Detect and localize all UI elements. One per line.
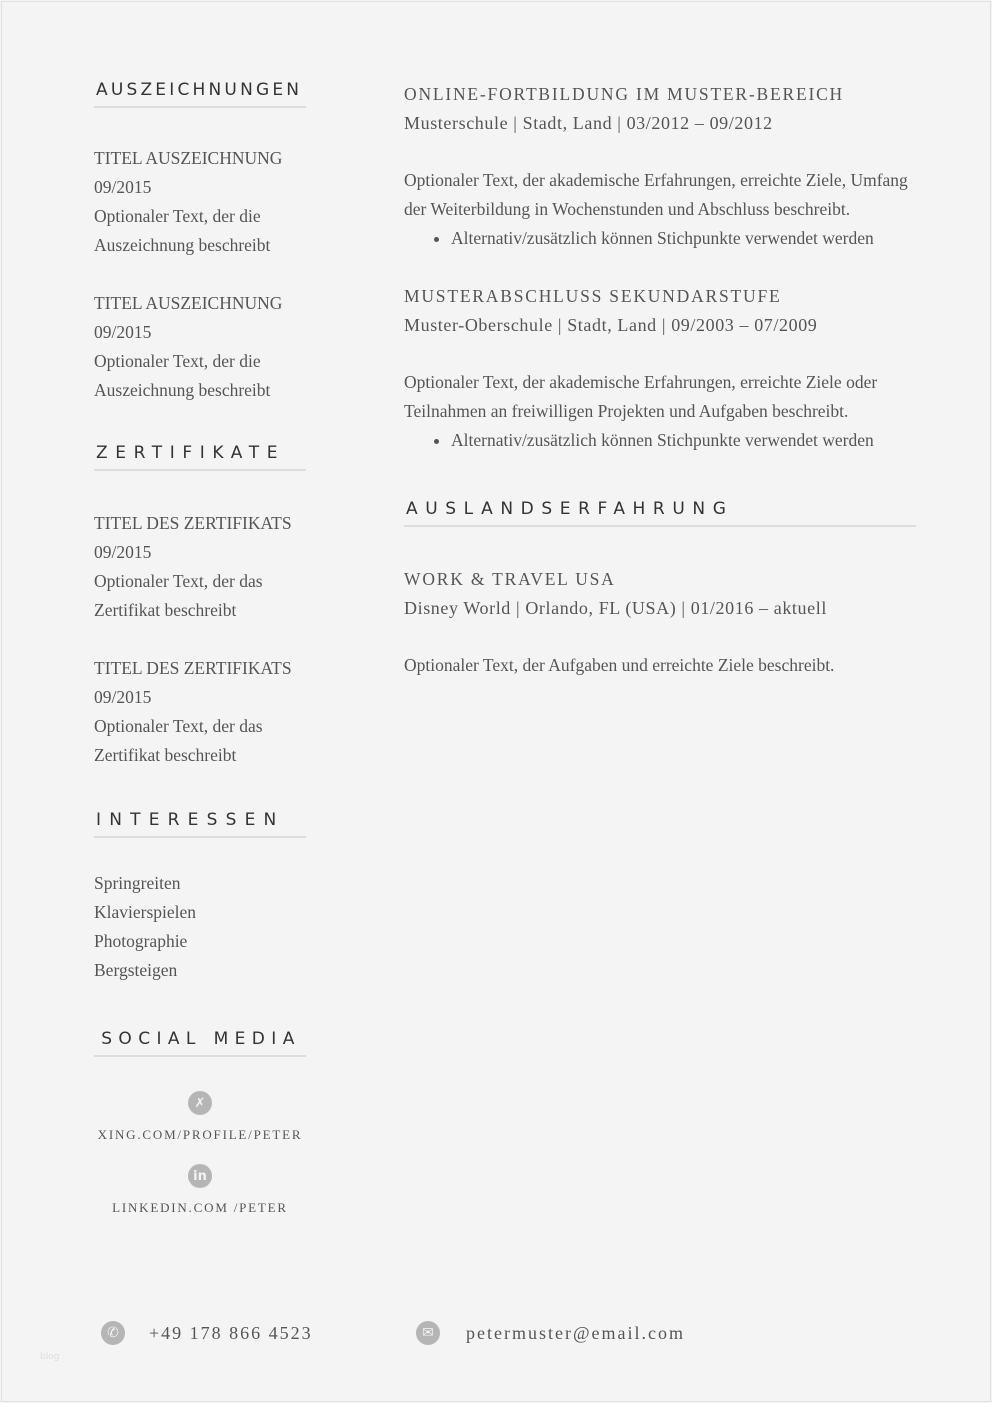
- interest-item: Klavierspielen: [94, 902, 197, 922]
- certificate-entry: [94, 509, 306, 625]
- education-bullet: • Alternativ/zusätzlich können Stichpunkte verwendet werden: [451, 426, 916, 455]
- education-section: [404, 80, 916, 455]
- education-entry: [404, 282, 916, 455]
- social-media-section: [94, 1029, 306, 1216]
- mail-icon: ✉: [416, 1321, 440, 1345]
- education-meta: Musterschule | Stadt, Land | 03/2012 – 09/2012: [404, 113, 773, 133]
- interests-list: [94, 869, 306, 985]
- linkedin-icon: in: [188, 1164, 212, 1188]
- award-desc: Auszeichnung beschreibt: [94, 235, 271, 255]
- abroad-desc: Optionaler Text, der Aufgaben und erreichte Ziele beschreibt.: [404, 655, 835, 675]
- left-column: [94, 80, 306, 1216]
- education-title: MUSTERABSCHLUSS SEKUNDARSTUFE: [404, 286, 782, 306]
- certificate-entry: [94, 654, 306, 770]
- social-link-xing[interactable]: [94, 1091, 306, 1143]
- interests-heading: INTERESSEN: [94, 810, 306, 838]
- xing-icon: ✗: [188, 1091, 212, 1115]
- award-desc: Optionaler Text, der die: [94, 351, 261, 371]
- phone-number[interactable]: +49 178 866 4523: [149, 1323, 313, 1343]
- award-title: TITEL AUSZEICHNUNG: [94, 293, 283, 313]
- certificate-desc: Zertifikat beschreibt: [94, 600, 237, 620]
- award-entry: [94, 144, 306, 260]
- award-date: 09/2015: [94, 322, 152, 342]
- interest-item: Bergsteigen: [94, 960, 178, 980]
- award-date: 09/2015: [94, 177, 152, 197]
- education-bullet: • Alternativ/zusätzlich können Stichpunkte verwendet werden: [451, 224, 916, 253]
- abroad-entry: [404, 565, 916, 680]
- abroad-meta: Disney World | Orlando, FL (USA) | 01/2016 – aktuell: [404, 598, 827, 618]
- abroad-section: [404, 499, 916, 680]
- education-desc-line: Optionaler Text, der akademische Erfahrungen, erreichte Ziele, Umfang: [404, 170, 908, 190]
- social-links: [94, 1091, 306, 1216]
- abroad-title: WORK & TRAVEL USA: [404, 569, 616, 589]
- phone-icon: ✆: [101, 1321, 125, 1345]
- watermark: blog: [40, 1352, 60, 1362]
- education-desc: [404, 368, 916, 426]
- award-desc: Auszeichnung beschreibt: [94, 380, 271, 400]
- xing-link-label[interactable]: XING.COM/PROFILE/PETER: [97, 1127, 303, 1142]
- interests-section: [94, 810, 306, 985]
- social-media-heading: SOCIAL MEDIA: [94, 1029, 306, 1057]
- education-entry: [404, 80, 916, 253]
- social-link-linkedin[interactable]: [94, 1164, 306, 1216]
- abroad-heading: AUSLANDSERFAHRUNG: [404, 499, 916, 527]
- email-address[interactable]: petermuster@email.com: [466, 1323, 686, 1343]
- certificates-section: [94, 443, 306, 770]
- certificates-heading: ZERTIFIKATE: [94, 443, 306, 471]
- certificate-title: TITEL DES ZERTIFIKATS: [94, 513, 292, 533]
- certificate-desc: Optionaler Text, der das: [94, 716, 263, 736]
- award-title: TITEL AUSZEICHNUNG: [94, 148, 283, 168]
- education-bullets: [404, 224, 916, 253]
- right-column: [404, 80, 916, 680]
- certificate-desc: Zertifikat beschreibt: [94, 745, 237, 765]
- education-title: ONLINE-FORTBILDUNG IM MUSTER-BEREICH: [404, 84, 844, 104]
- education-desc-line: der Weiterbildung in Wochenstunden und Abschluss beschreibt.: [404, 199, 851, 219]
- education-desc-line: Teilnahmen an freiwilligen Projekten und Aufgaben beschreibt.: [404, 401, 849, 421]
- interest-item: Photographie: [94, 931, 188, 951]
- certificate-desc: Optionaler Text, der das: [94, 571, 263, 591]
- award-entry: [94, 289, 306, 405]
- education-desc-line: Optionaler Text, der akademische Erfahrungen, erreichte Ziele oder: [404, 372, 878, 392]
- awards-heading: AUSZEICHNUNGEN: [94, 80, 306, 108]
- certificate-date: 09/2015: [94, 687, 152, 707]
- contact-footer: [0, 1320, 992, 1350]
- award-desc: Optionaler Text, der die: [94, 206, 261, 226]
- education-bullets: [404, 426, 916, 455]
- certificate-title: TITEL DES ZERTIFIKATS: [94, 658, 292, 678]
- education-meta: Muster-Oberschule | Stadt, Land | 09/2003 – 07/2009: [404, 315, 818, 335]
- education-desc: [404, 166, 916, 224]
- awards-section: [94, 80, 306, 405]
- certificate-date: 09/2015: [94, 542, 152, 562]
- linkedin-link-label[interactable]: LINKEDIN.COM /PETER: [112, 1200, 288, 1215]
- interest-item: Springreiten: [94, 873, 181, 893]
